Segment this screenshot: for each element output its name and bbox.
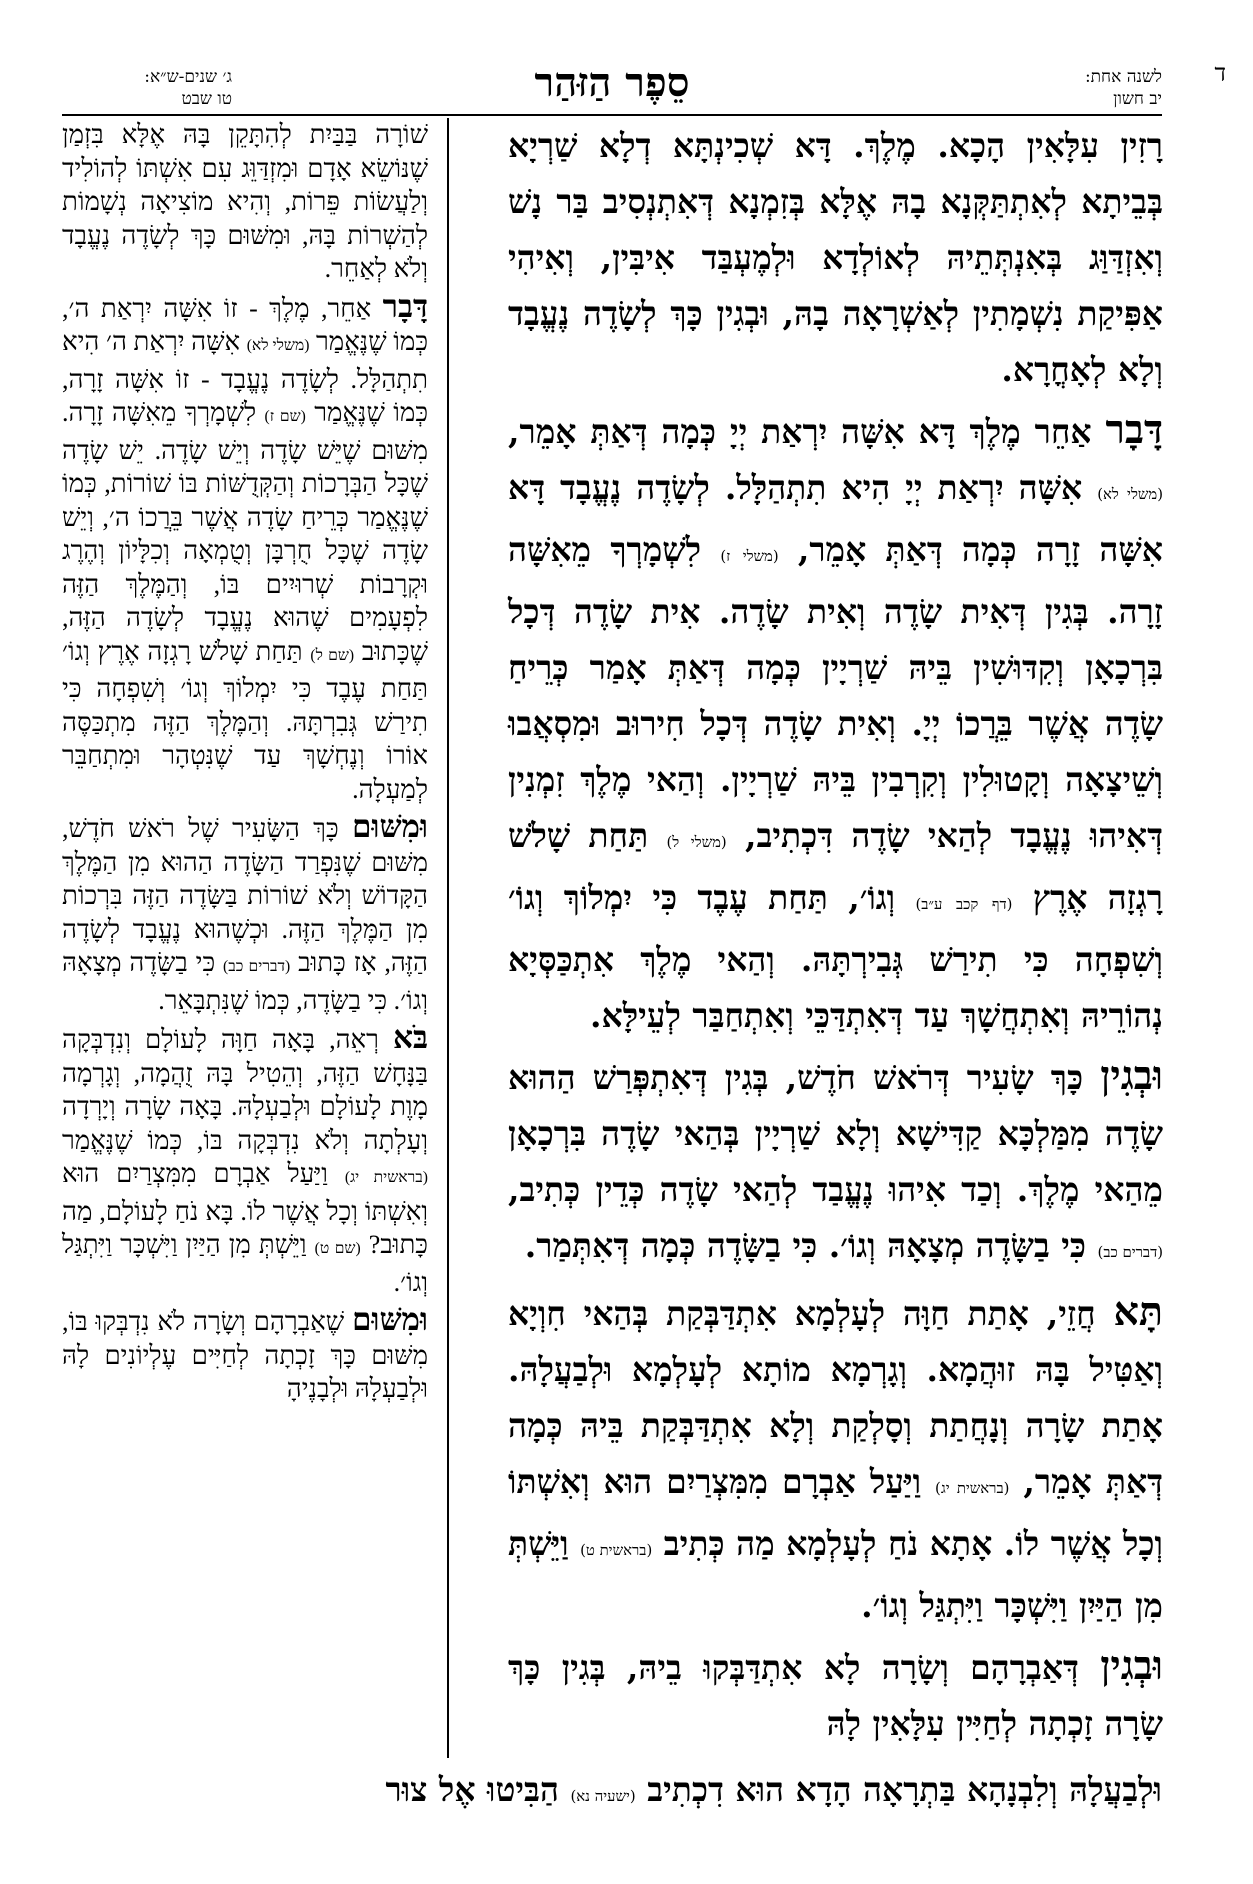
main-paragraph [508, 402, 1163, 1044]
header-right-top: לשנה אחת: [1084, 67, 1162, 87]
paragraph-text: אִשָּׁה יִרְאַת ה׳ הִיא תִתְהַלָּל. לְשָׂדֶה נֶעֱבָד - זוֹ אִשָּׁה זָרָה, כְּמוֹ שֶׁנֶּאֱמַר [62, 327, 429, 427]
header-right-bottom: יב חשון [1113, 89, 1162, 109]
folio-reference: (דף קכב ע״ב) [915, 895, 1013, 913]
source-reference: (שם ט) [314, 1240, 361, 1257]
header-divider [62, 114, 1162, 116]
source-reference: (משלי לא) [1097, 485, 1163, 503]
continuation-text: הַבִּיטוּ אֶל צוּר [385, 1770, 559, 1809]
paragraph-text: כִּי בַשָּׂדֶה מְצָאָהּ וְגוֹ׳. כִּי בַשָּׂדֶה, כְּמוֹ שֶׁנִּתְבָּאֵר. [62, 948, 428, 1015]
paragraph-text: שֶׁאַבְרָהָם וְשָׂרָה לֹא נִדְבְּקוּ בּוֹ, מִשּׁוּם כָּךְ זָכְתָה לְחַיִּים עֶלְיוֹנִים לָהּ וּלְבַעְלָהּ וּלְבָנֶיהָ [62, 1307, 428, 1403]
main-paragraph [508, 1284, 1163, 1634]
continuation-text: וּלְבַעֲלָהּ וְלִבְנָהָא בַּתְרָאָה הָדָא הוּא דִכְתִיב [647, 1770, 1162, 1809]
paragraph-text: וַיַּעַל אַבְרָם מִמִּצְרַיִם הוּא וְאִשְׁתּוֹ וְכָל אֲשֶׁר לוֹ. אָתָא נֹחַ לְעָלְמָא מַה כְּתִיב [508, 1462, 1163, 1563]
source-reference: (ישעיה נא) [570, 1787, 636, 1805]
paragraph-text: לִשְׁמָרְךָ מֵאִשָּׁה זָרָה. מִשּׁוּם שֶׁיֵּשׁ שָׂדֶה וְיֵשׁ שָׂדֶה. יֵשׁ שָׂדֶה שֶׁכָּל הַבְּרָכוֹת וְהַקְּדֻשּׁוֹת בּוֹ שׁוֹרוֹת, כְּמוֹ שֶׁנֶּאֱמַר כְּרֵיחַ שָׂדֶה אֲשֶׁר בֵּרֲכוֹ ה׳, וְיֵשׁ שָׂדֶה שֶׁכָּל חֻרְבָּן וְטֻמְאָה וְכִלָּיוֹן וְהֶרֶג וּקְרָבוֹת שְׁרוּיִים בּוֹ, וְהַמֶּלֶךְ הַזֶּה לִפְעָמִים שֶׁהוּא נֶעֱבָד לְשָׂדֶה הַזֶּה, שֶׁכָּתוּב [62, 398, 428, 666]
paragraph-text: כִּי בַשָּׂדֶה מְצָאָהּ וְגוֹ׳. כִּי בַשָּׂדֶה כְּמָה דְּאִתְּמַר. [524, 1226, 1087, 1265]
paragraph-text: חֲזֵי, אָתַת חַוָּה לְעָלְמָא אִתְדַּבְּקַת בְּהַאי חִוְיָא וְאַטִּיל בָּהּ זוּהֲמָא. וְגָרְמָא מוֹתָא לְעָלְמָא וּלְבַעֲלָהּ. אָתַת שָׂרָה וְנָחֲתַת וְסָלְקַת וְלָא אִתְדַּבְּקַת בֵּיהּ כְּמָה דְּאַתְּ אָמֵר, [508, 1294, 1164, 1501]
source-reference: (משלי לא) [246, 337, 310, 354]
page-header [62, 59, 1226, 109]
paragraph-lead-word: בֹּא [392, 1020, 429, 1055]
paragraph-text: שׁוֹרָה בַּבַּיִת לְהִתָּקֵן בָּהּ אֶלָּא בִּזְמַן שֶׁנּוֹשֵׂא אָדָם וּמִזְדַּוֵּג עִם אִשְׁתּוֹ לְהוֹלִיד וְלַעֲשׂוֹת פֵּרוֹת, וְהִיא מוֹצִיאָה נְשָׁמוֹת לְהַשְׁרוֹת בָּהּ, וּמִשּׁוּם כָּךְ לְשָׂדֶה נֶעֱבָד וְלֹא לְאַחֵר. [62, 120, 428, 283]
paragraph-lead-word: וּבְגִין [1100, 1053, 1163, 1099]
paragraph-text: תַּחַת שָׁלֹשׁ רָגְזָה אֶרֶץ [508, 816, 1163, 917]
side-paragraph [62, 118, 428, 286]
paragraph-text: וְגוֹ׳, תַּחַת עֶבֶד כִּי יִמְלוֹךְ וְגוֹ׳ וְשִׁפְחָה כִּי תִירַשׁ גְּבִירְתָּהּ. וְהַאי מֶלֶךְ אִתְכַּסְּיָא נְהוֹרֵיהּ וְאִתְחֲשָׁךְ עַד דְּאִתְדַּכֵּי וְאִתְחַבַּר לְעֵילָּא. [508, 878, 1163, 1035]
paragraph-text: כָּךְ שָׂעִיר דְּרֹאשׁ חֹדֶשׁ, בְּגִין דְּאִתְפְּרַשׁ הַהוּא שָׂדֶה מִמַּלְכָּא קַדִּישָׁא וְלָא שַׁרְיָין בְּהַאי שָׂדֶה בִּרְכָאָן מֵהַאי מֶלֶךְ. וְכַד אִיהוּ נֶעֱבַד לְהַאי שָׂדֶה כְּדֵין כְּתִיב, [508, 1058, 1163, 1209]
paragraph-text: וַיֵּשְׁתְּ מִן הַיַּיִן וַיִּשְׁכָּר וַיִּתְגַּל וְגוֹ׳. [508, 1524, 1163, 1625]
paragraph-text: אַחֵר מֶלֶךְ דָּא אִשָּׁה יִרְאַת יְיָ כְּמָה דְּאַתְּ אָמֵר, [508, 412, 1092, 451]
source-reference: (שם ל) [310, 646, 355, 664]
paragraph-lead-word: דָּבָר [1105, 407, 1163, 453]
main-paragraph [508, 1638, 1163, 1752]
translation-column [62, 118, 428, 1758]
side-paragraph [62, 1021, 428, 1299]
source-reference: (משלי ל) [666, 833, 727, 851]
source-reference: (משלי ז) [720, 547, 779, 565]
paragraph-text: וַיַּעַל אַבְרָם מִמִּצְרַיִם הוּא וְאִשְׁתּוֹ וְכָל אֲשֶׁר לוֹ. בָּא נֹחַ לָעוֹלָם, מַה כָּתוּב? [62, 1159, 429, 1259]
continuation-line [62, 1762, 1162, 1824]
paragraph-lead-word: דָּבָר [382, 288, 429, 324]
source-reference: (שם ז) [264, 408, 306, 425]
paragraph-text: דְּאַבְרָהָם וְשָׂרָה לָא אִתְדַּבְּקוּ בֵיהּ, בְּגִין כָּךְ שָׂרָה זָכְתָה לְחַיִּין עִלָּאִין לָהּ [508, 1648, 1163, 1743]
source-reference: (דברים כב) [1097, 1243, 1163, 1261]
paragraph-text: תַּחַת שָׁלֹשׁ רָגְזָה אֶרֶץ וְגוֹ׳ תַּחַת עֶבֶד כִּי יִמְלוֹךְ וְגוֹ׳ וְשִׁפְחָה כִּי תִירַשׁ גְּבִרְתָּהּ. וְהַמֶּלֶךְ הַזֶּה מִתְכַּסֶּה אוֹרוֹ וְנֶחְשָׁךְ עַד שֶׁנִּטְהָר וּמִתְחַבֵּר לְמַעְלָה. [62, 636, 428, 804]
paragraph-text: אִשָּׁה יִרְאַת יְיָ הִיא תִתְהַלָּל. לְשָׂדֶה נֶעֱבָד דָּא אִשָּׁה זָרָה כְּמָה דְּאַתְּ אָמֵר, [508, 468, 1163, 569]
source-reference: (בראשית יג) [935, 1479, 1010, 1497]
paragraph-text: לִשְׁמָרְךָ מֵאִשָּׁה זָרָה. בְּגִין דְּאִית שָׂדֶה וְאִית שָׂדֶה. אִית שָׂדֶה דְּכָל בִּרְכָאָן וְקִדּוּשִׁין בֵּיהּ שַׁרְיָין כְּמָה דְּאַתְּ אָמַר כְּרֵיחַ שָׂדֶה אֲשֶׁר בֵּרֲכוֹ יְיָ. וְאִית שָׂדֶה דְּכָל חִירוּב וּמִסְאֲבוּ וְשֵׁיצָאָה וְקָטוּלִין וְקִרְבִין בֵּיהּ שַׁרְיָין. וְהַאי מֶלֶךְ זִמְנִין דְּאִיהוּ נֶעֱבָד לְהַאי שָׂדֶה דִּכְתִיב, [508, 530, 1163, 855]
paragraph-text: רָזִין עִלָּאִין הָכָא. מֶלֶךְ. דָּא שְׁכִינְתָּא דְלָא שַׁרְיָא בְּבֵיתָא לְאִתְתַּקְּנָא בָהּ אֶלָּא בְּזִמְנָא דְּאִתְנְסִיב בַּר נָשׁ וְאִזְדַּוַּג בְּאִנְתְּתֵיהּ לְאוֹלְדָא וּלְמֶעְבַּד אִיבִּין, וְאִיהִי אַפִּיקַת נִשְׁמָתִין לְאַשְׁרָאָה בָהּ, וּבְגִין כָּךְ לְשָׂדֶה נֶעֱבָד וְלָא לְאָחֳרָא. [508, 126, 1163, 389]
header-left [62, 66, 232, 110]
side-paragraph [62, 1303, 428, 1406]
side-paragraph [62, 290, 428, 807]
paragraph-text: אַחֵר, מֶלֶךְ - זוֹ אִשָּׁה יִרְאַת ה׳, כְּמוֹ שֶׁנֶּאֱמַר [62, 293, 429, 356]
book-title: סֵפֶר הַזּהַר [534, 59, 690, 106]
column-divider [447, 118, 449, 1758]
header-left-bottom: טו שבט [181, 89, 232, 109]
source-reference: (דברים כב) [223, 958, 291, 975]
paragraph-text: וַיֵּשְׁתְּ מִן הַיַּיִן וַיִּשְׁכָּר וַיִּתְגַּל וְגוֹ׳. [62, 1230, 428, 1297]
side-paragraph [62, 810, 428, 1017]
source-reference: (בראשית יג) [344, 1169, 428, 1186]
paragraph-lead-word: וּמִשּׁוּם [352, 809, 428, 844]
paragraph-text: רְאֵה, בָּאָה חַוָּה לָעוֹלָם וְנִדְבְּקָה בַּנָּחָשׁ הַזֶּה, וְהֵטִיל בָּהּ זֻהֲמָה, וְגָרְמָה מָוֶת לָעוֹלָם וּלְבַעְלָהּ. בָּאָה שָׂרָה וְיָרְדָה וְעָלְתָה וְלֹא נִדְבְּקָה בּוֹ, כְּמוֹ שֶׁנֶּאֱמַר [62, 1025, 428, 1155]
main-paragraph [508, 1048, 1163, 1280]
main-paragraph [508, 118, 1163, 398]
source-reference: (בראשית ט) [580, 1541, 653, 1559]
paragraph-text: כָּךְ הַשָּׂעִיר שֶׁל רֹאשׁ חֹדֶשׁ, מִשּׁוּם שֶׁנִּפְרַד הַשָּׂדֶה הַהוּא מִן הַמֶּלֶךְ הַקָּדוֹשׁ וְלֹא שׁוֹרוֹת בַּשָּׂדֶה הַזֶּה בִּרְכוֹת מִן הַמֶּלֶךְ הַזֶּה. וּכְשֶׁהוּא נֶעֱבָד לְשָׂדֶה הַזֶּה, אָז כָּתוּב [62, 814, 428, 977]
page-number: ד [1214, 59, 1226, 87]
paragraph-lead-word: וּמִשּׁוּם [352, 1302, 428, 1337]
header-left-top: ג׳ שנים-ש״א: [144, 67, 232, 87]
main-text-column [508, 118, 1163, 1818]
paragraph-lead-word: תָּא [1113, 1289, 1163, 1335]
paragraph-lead-word: וּבְגִין [1100, 1643, 1163, 1689]
